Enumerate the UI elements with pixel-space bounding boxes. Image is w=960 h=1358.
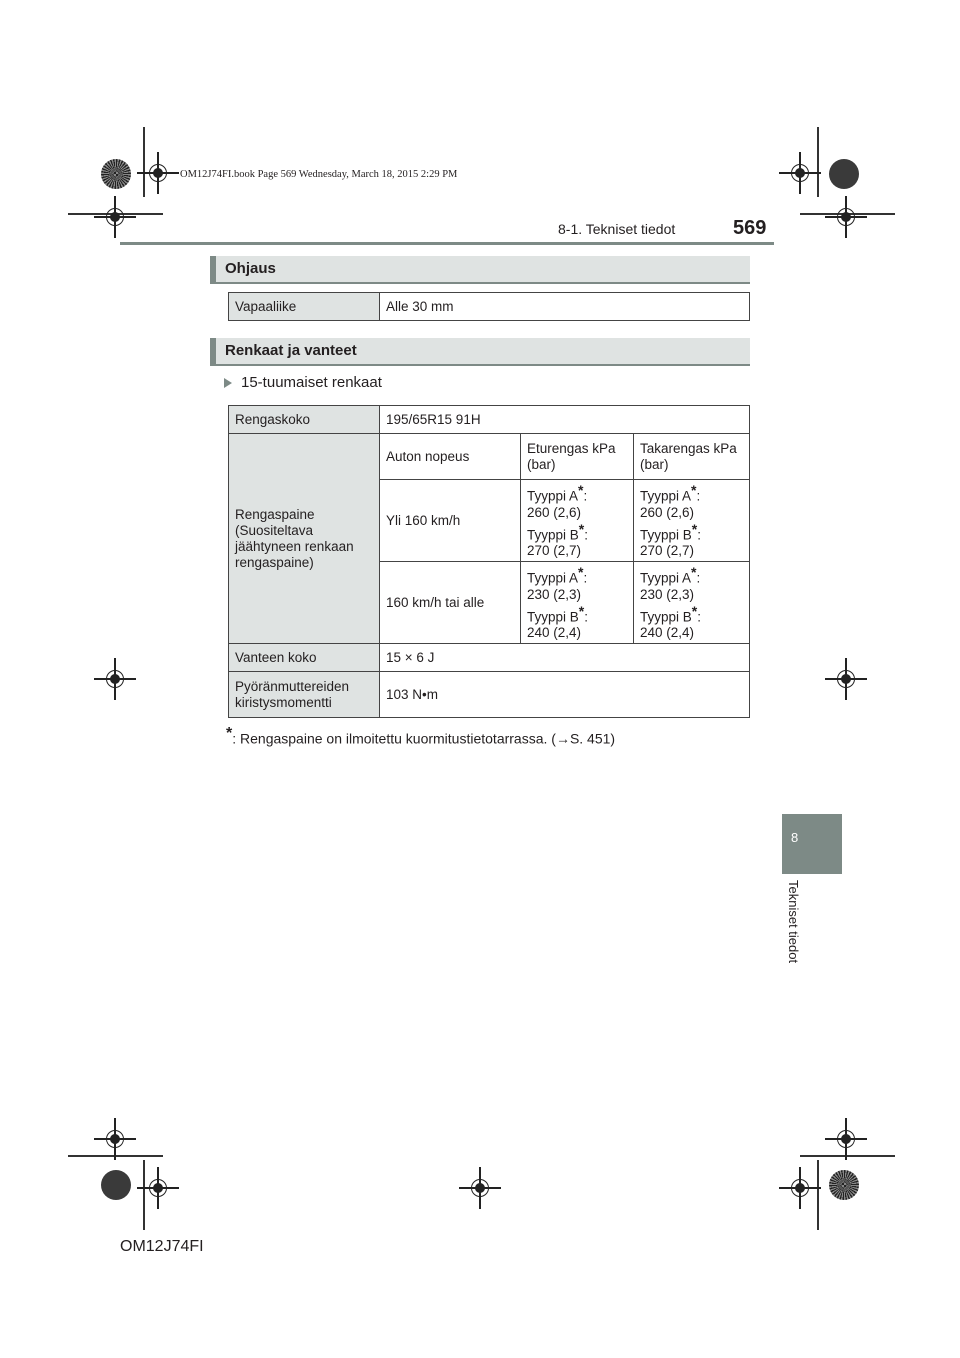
registration-dot-icon <box>829 159 859 189</box>
section-heading: 8-1. Tekniset tiedot <box>558 221 676 237</box>
rear-pressure: Tyyppi A*: 260 (2,6) Tyyppi B*: 270 (2,7) <box>634 480 750 562</box>
front-column-header: Eturengas kPa (bar) <box>521 434 634 480</box>
torque-value: 103 N•m <box>380 672 750 718</box>
rim-size-label: Vanteen koko <box>229 644 380 672</box>
crosshair-icon <box>100 664 130 694</box>
crosshair-icon <box>143 158 173 188</box>
crosshair-icon <box>831 664 861 694</box>
tires-title: Renkaat ja vanteet <box>225 342 357 359</box>
table-row <box>229 434 750 480</box>
tire-subtitle <box>224 374 382 391</box>
table-row <box>229 644 750 672</box>
speed-value: Yli 160 km/h <box>380 480 521 562</box>
chapter-tab <box>782 814 842 874</box>
crosshair-icon <box>143 1173 173 1203</box>
front-pressure: Tyyppi A*: 230 (2,3) Tyyppi B*: 240 (2,4) <box>521 562 634 644</box>
torque-label: Pyöränmuttereiden kiristysmomentti <box>229 672 380 718</box>
footnote: *: Rengaspaine on ilmoitettu kuormitustietotarrassa. (→S. 451) <box>226 725 616 747</box>
crosshair-icon <box>785 158 815 188</box>
registration-dial-icon <box>829 1170 859 1200</box>
free-play-label: Vapaaliike <box>229 293 380 321</box>
tire-size-value: 195/65R15 91H <box>380 406 750 434</box>
chapter-label: Tekniset tiedot <box>786 880 801 964</box>
tire-pressure-label: Rengaspaine (Suositeltava jäähtyneen renkaan rengaspaine) <box>229 434 380 644</box>
speed-column-header: Auton nopeus <box>380 434 521 480</box>
footnote-text: : Rengaspaine on ilmoitettu kuormitustietotarrassa. (→S. 451) <box>232 730 616 747</box>
tire-subtitle-text: 15-tuumaiset renkaat <box>241 374 382 391</box>
steering-section-bar <box>210 256 750 284</box>
crosshair-icon <box>831 1124 861 1154</box>
tires-section-bar <box>210 338 750 366</box>
free-play-value: Alle 30 mm <box>380 293 750 321</box>
crosshair-icon <box>831 202 861 232</box>
tire-size-label: Rengaskoko <box>229 406 380 434</box>
crosshair-icon <box>100 1124 130 1154</box>
table-row <box>229 406 750 434</box>
crosshair-icon <box>785 1173 815 1203</box>
footer-code: OM12J74FI <box>120 1238 204 1255</box>
registration-dial-icon <box>101 159 131 189</box>
table-row <box>229 293 750 321</box>
speed-value: 160 km/h tai alle <box>380 562 521 644</box>
crosshair-icon <box>100 202 130 232</box>
rear-column-header: Takarengas kPa (bar) <box>634 434 750 480</box>
header-rule <box>120 242 774 245</box>
chapter-number: 8 <box>791 830 799 845</box>
crosshair-icon <box>465 1173 495 1203</box>
table-row <box>229 672 750 718</box>
rim-size-value: 15 × 6 J <box>380 644 750 672</box>
registration-dot-icon <box>101 1170 131 1200</box>
book-info: OM12J74FI.book Page 569 Wednesday, March 18, 2015 2:29 PM <box>180 169 458 180</box>
triangle-bullet-icon <box>224 378 232 388</box>
page-number: 569 <box>733 217 767 239</box>
steering-title: Ohjaus <box>225 260 276 277</box>
tire-table <box>228 405 750 718</box>
steering-table <box>228 292 750 321</box>
rear-pressure: Tyyppi A*: 230 (2,3) Tyyppi B*: 240 (2,4) <box>634 562 750 644</box>
front-pressure: Tyyppi A*: 260 (2,6) Tyyppi B*: 270 (2,7) <box>521 480 634 562</box>
